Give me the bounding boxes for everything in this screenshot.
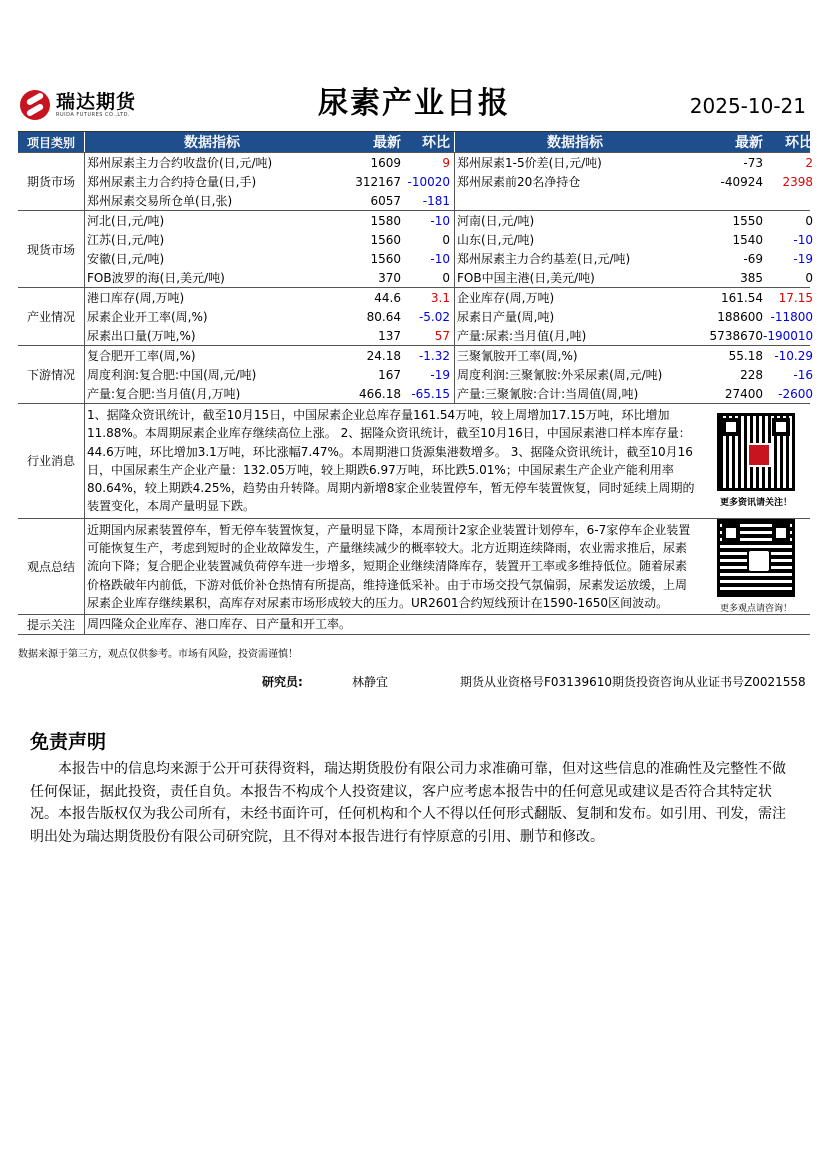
risk-note: 数据来源于第三方，观点仅供参考。市场有风险，投资需谨慎！ bbox=[18, 649, 298, 660]
latest-right: 27400 bbox=[724, 386, 763, 401]
change-left: -10 bbox=[401, 211, 455, 230]
data-table bbox=[18, 131, 814, 635]
researcher-name: 林静宜 bbox=[352, 675, 389, 689]
change-right: 0 bbox=[805, 270, 813, 285]
indicator-left: 郑州尿素交易所仓单(日,张) bbox=[87, 194, 233, 208]
indicator-right: FOB中国主港(日,美元/吨) bbox=[457, 271, 595, 285]
indicator-left: 河北(日,元/吨) bbox=[87, 214, 165, 228]
consulting-license: 期货投资咨询从业证书号Z0021558 bbox=[612, 675, 806, 689]
indicator-left: 郑州尿素主力合约收盘价(日,元/吨) bbox=[87, 156, 273, 170]
qr-code-icon[interactable] bbox=[717, 413, 795, 491]
table-row bbox=[85, 172, 815, 191]
header-latest-right: 最新 bbox=[735, 135, 763, 151]
latest-left: 137 bbox=[378, 328, 401, 343]
latest-right: 385 bbox=[740, 270, 763, 285]
section-row bbox=[18, 346, 813, 404]
qr-caption-consult: 更多观点请咨询！ bbox=[719, 604, 792, 615]
industry-category: 行业消息 bbox=[18, 404, 85, 518]
change-right: -190010 bbox=[763, 328, 814, 343]
table-header-row bbox=[18, 132, 813, 153]
logo-name: 瑞达期货 bbox=[56, 91, 137, 113]
section-row bbox=[18, 211, 813, 288]
header-indicator-right: 数据指标 bbox=[547, 135, 603, 151]
latest-right: -40924 bbox=[720, 174, 763, 189]
header-change-left: 环比 bbox=[401, 132, 455, 152]
header-category: 项目类别 bbox=[18, 132, 85, 152]
latest-left: 1580 bbox=[370, 213, 401, 228]
change-right: -10 bbox=[793, 232, 813, 247]
wechat-qr-code-icon[interactable] bbox=[717, 519, 795, 597]
indicator-right: 河南(日,元/吨) bbox=[457, 214, 535, 228]
change-right: -2600 bbox=[778, 386, 813, 401]
view-summary-text: 近期国内尿素装置停车，暂无停车装置恢复，产量明显下降，本周预计2家企业装置计划停车，6-7家停车企业装置可能恢复生产，考虑到短时的企业故障发生，产量继续减少的概率较大。北方近期连续降雨，农业需求推后，尿素流向下降；复合肥企业装置减负荷停车进一步增多，短期企业继续清降库存，装置开工率或多维持低位。随着尿素价格跌破年内前低，下游对低价补仓热情有所提高，维持逢低采补。由于市场交投气氛偏弱，尿素发运放缓，上周尿素企业库存继续累积，高库存对尿素市场形成较大的压力。UR2601合约短线预计在1590-1650区间波动。 bbox=[87, 522, 691, 610]
industry-news-text: 1、据隆众资讯统计，截至10月15日，中国尿素企业总库存量161.54万吨，较上周增加17.15万吨，环比增加11.88%。本周期尿素企业库存继续高位上涨。 2、据隆众资讯统计，截至10月16日，中国尿素港口样本库存量：44.6万吨，环比增加3.1万吨，环比涨幅7.47%。本周期港口货源集港数增多。 3、据隆众资讯统计，截至10月16日，中国尿素生产企业产量：132.05万吨，较上期跌6.97万吨，环比跌5.01%；中国尿素生产企业产能利用率80.64%，较上期跌4.25%，趋势由升转降。周期内新增8家企业装置停车，暂无停车装置恢复，同时延续上周期的装置变化，本周产量明显下跌。 bbox=[87, 408, 695, 514]
indicator-left: 郑州尿素主力合约持仓量(日,手) bbox=[87, 175, 257, 189]
latest-right: -69 bbox=[743, 251, 763, 266]
change-right: -19 bbox=[793, 251, 813, 266]
latest-right: 228 bbox=[740, 367, 763, 382]
change-left: 9 bbox=[401, 153, 455, 172]
latest-right: -73 bbox=[743, 155, 763, 170]
indicator-right: 三聚氰胺开工率(周,%) bbox=[457, 349, 578, 363]
indicator-right: 尿素日产量(周,吨) bbox=[457, 310, 555, 324]
table-row bbox=[85, 211, 815, 230]
latest-right: 55.18 bbox=[728, 348, 763, 363]
table-row bbox=[85, 230, 815, 249]
change-right: 0 bbox=[805, 213, 813, 228]
latest-left: 370 bbox=[378, 270, 401, 285]
change-right: -11800 bbox=[770, 309, 813, 324]
indicator-left: FOB波罗的海(日,美元/吨) bbox=[87, 271, 225, 285]
table-row bbox=[85, 191, 815, 210]
section-category: 下游情况 bbox=[18, 346, 85, 403]
latest-left: 312167 bbox=[355, 174, 401, 189]
table-row bbox=[85, 153, 815, 172]
section-category: 现货市场 bbox=[18, 211, 85, 287]
disclaimer-title: 免责声明 bbox=[30, 731, 107, 753]
table-row bbox=[85, 346, 815, 365]
report-header bbox=[18, 74, 810, 126]
industry-news-row bbox=[18, 404, 810, 519]
indicator-right: 郑州尿素1-5价差(日,元/吨) bbox=[457, 156, 602, 170]
tips-text: 周四隆众企业库存、港口库存、日产量和开工率。 bbox=[87, 617, 352, 632]
latest-left: 1560 bbox=[370, 251, 401, 266]
header-change-right: 环比 bbox=[785, 135, 813, 151]
change-left: -65.15 bbox=[401, 384, 455, 403]
section-row bbox=[18, 288, 814, 346]
indicator-left: 江苏(日,元/吨) bbox=[87, 233, 165, 247]
change-left: 0 bbox=[401, 268, 455, 287]
section-row bbox=[18, 153, 813, 211]
tips-category: 提示关注 bbox=[18, 615, 85, 634]
indicator-right: 郑州尿素前20名净持仓 bbox=[457, 175, 581, 189]
indicator-left: 港口库存(周,万吨) bbox=[87, 291, 185, 305]
view-summary-row bbox=[18, 519, 810, 615]
table-row bbox=[85, 384, 815, 403]
header-latest-left: 最新 bbox=[373, 135, 401, 151]
change-left: -19 bbox=[401, 365, 455, 384]
change-right: -16 bbox=[793, 367, 813, 382]
indicator-right: 郑州尿素主力合约基差(日,元/吨) bbox=[457, 252, 631, 266]
indicator-right: 产量:尿素:当月值(月,吨) bbox=[457, 329, 587, 343]
table-row bbox=[85, 326, 815, 345]
change-right: 2398 bbox=[782, 174, 813, 189]
table-row bbox=[85, 288, 815, 307]
indicator-left: 周度利润:复合肥:中国(周,元/吨) bbox=[87, 368, 257, 382]
table-row bbox=[85, 365, 815, 384]
latest-left: 466.18 bbox=[359, 386, 401, 401]
qr-block-consult bbox=[702, 519, 810, 614]
indicator-left: 安徽(日,元/吨) bbox=[87, 252, 165, 266]
latest-left: 80.64 bbox=[366, 309, 401, 324]
latest-right: 161.54 bbox=[721, 290, 763, 305]
researcher-label: 研究员: bbox=[262, 675, 303, 689]
view-category: 观点总结 bbox=[18, 519, 85, 614]
indicator-right: 山东(日,元/吨) bbox=[457, 233, 535, 247]
logo-english: RUIDA FUTURES CO.,LTD. bbox=[56, 112, 131, 118]
indicator-left: 尿素出口量(万吨,%) bbox=[87, 329, 196, 343]
indicator-left: 产量:复合肥:当月值(月,万吨) bbox=[87, 387, 241, 401]
change-left: -10 bbox=[401, 249, 455, 268]
change-left: -10020 bbox=[401, 172, 455, 191]
futures-license: 期货从业资格号F03139610 bbox=[460, 675, 612, 689]
section-category: 期货市场 bbox=[18, 153, 85, 210]
change-right: 2 bbox=[805, 155, 813, 170]
latest-left: 1560 bbox=[370, 232, 401, 247]
table-row bbox=[85, 268, 815, 287]
indicator-right: 周度利润:三聚氰胺:外采尿素(周,元/吨) bbox=[457, 368, 663, 382]
change-left: -1.32 bbox=[401, 346, 455, 365]
indicator-right: 产量:三聚氰胺:合计:当周值(周,吨) bbox=[457, 387, 639, 401]
table-row bbox=[85, 307, 815, 326]
tips-row bbox=[18, 615, 810, 635]
latest-left: 167 bbox=[378, 367, 401, 382]
change-right: 17.15 bbox=[778, 290, 813, 305]
latest-left: 1609 bbox=[370, 155, 401, 170]
latest-right: 188600 bbox=[717, 309, 763, 324]
latest-left: 24.18 bbox=[366, 348, 401, 363]
report-title: 尿素产业日报 bbox=[318, 86, 510, 121]
latest-right: 1550 bbox=[732, 213, 763, 228]
header-indicator-left: 数据指标 bbox=[184, 135, 240, 151]
indicator-left: 尿素企业开工率(周,%) bbox=[87, 310, 208, 324]
disclaimer-text: 本报告中的信息均来源于公开可获得资料，瑞达期货股份有限公司力求准确可靠，但对这些信息的准确性及完整性不做任何保证，据此投资，责任自负。本报告不构成个人投资建议，客户应考虑本报告中的任何意见或建议是否符合其特定状况。本报告版权仅为我公司所有，未经书面许可，任何机构和个人不得以任何形式翻版、复制和发布。如引用、刊发，需注明出处为瑞达期货股份有限公司研究院，且不得对本报告进行有悖原意的引用、删节和修改。 bbox=[30, 761, 786, 845]
change-right: -10.29 bbox=[774, 348, 813, 363]
section-category: 产业情况 bbox=[18, 288, 85, 345]
change-left: 57 bbox=[401, 326, 455, 345]
change-left: -5.02 bbox=[401, 307, 455, 326]
change-left: -181 bbox=[401, 191, 455, 210]
indicator-right: 企业库存(周,万吨) bbox=[457, 291, 555, 305]
latest-right: 5738670 bbox=[709, 328, 763, 343]
qr-caption-follow: 更多资讯请关注！ bbox=[719, 498, 792, 509]
qr-block-follow bbox=[702, 404, 810, 518]
indicator-left: 复合肥开工率(周,%) bbox=[87, 349, 196, 363]
change-left: 0 bbox=[401, 230, 455, 249]
report-date: 2025-10-21 bbox=[689, 94, 806, 118]
latest-right: 1540 bbox=[732, 232, 763, 247]
latest-left: 6057 bbox=[370, 193, 401, 208]
table-row bbox=[85, 249, 815, 268]
latest-left: 44.6 bbox=[374, 290, 401, 305]
researcher-signature bbox=[262, 673, 806, 690]
change-left: 3.1 bbox=[401, 288, 455, 307]
